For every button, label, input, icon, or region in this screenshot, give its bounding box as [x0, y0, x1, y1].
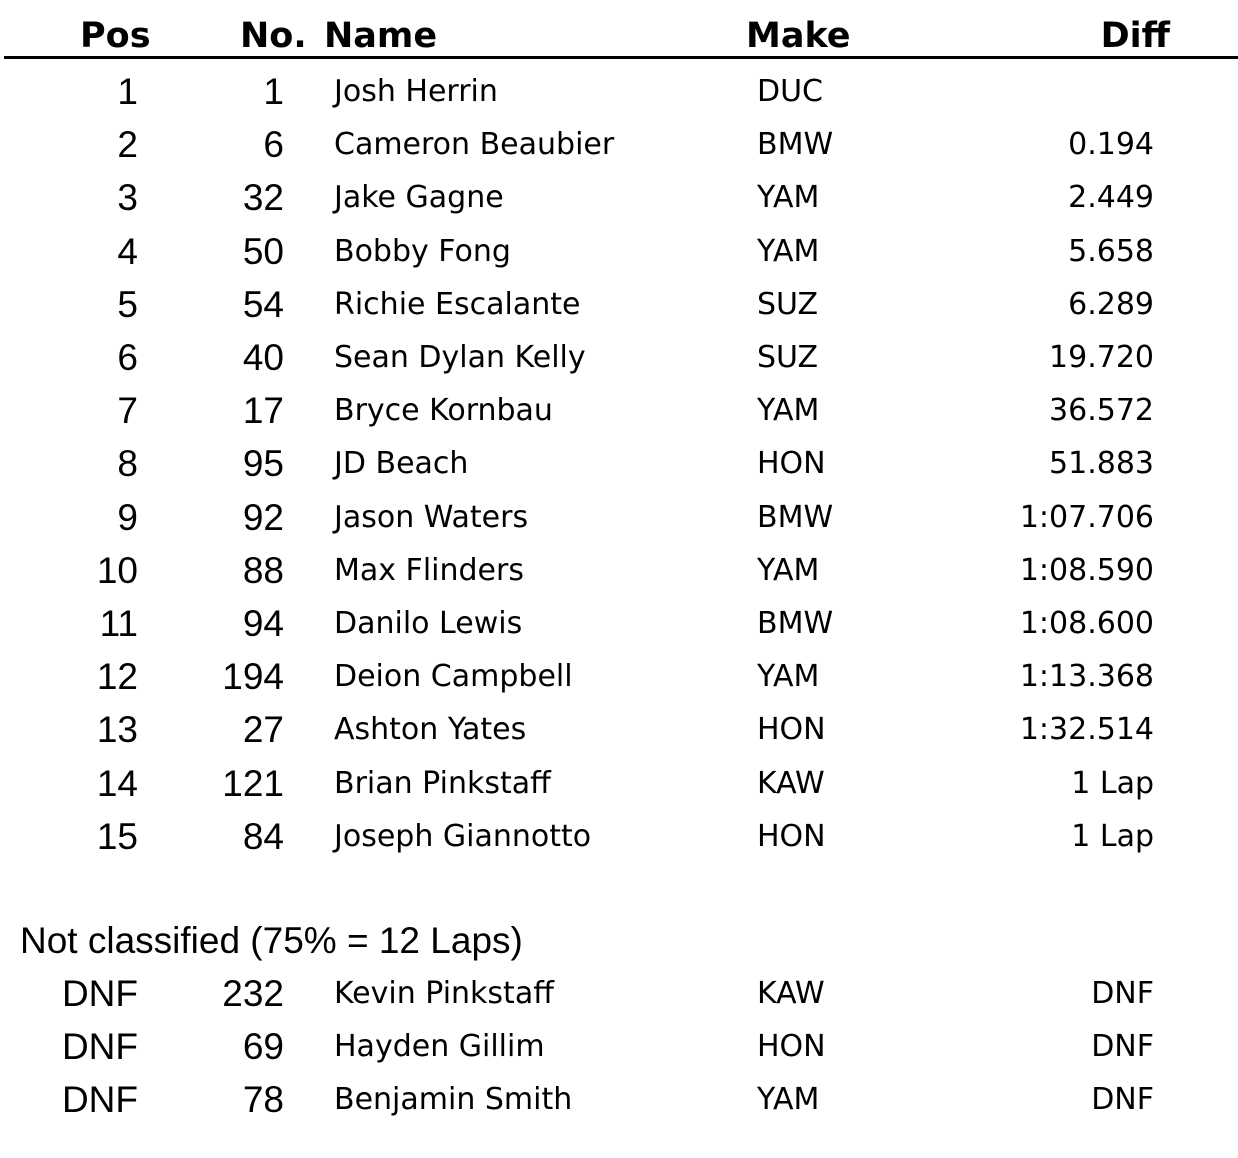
header-pos: Pos: [80, 16, 151, 56]
cell-name: Kevin Pinkstaff: [334, 976, 554, 1011]
cell-no: 84: [242, 816, 284, 857]
table-row: [0, 331, 1238, 384]
cell-make: BMW: [757, 127, 834, 162]
cell-name: Josh Herrin: [334, 74, 498, 109]
cell-diff: 51.883: [1049, 446, 1154, 481]
cell-no: 232: [222, 973, 284, 1014]
results-table-header: [0, 0, 1238, 60]
header-name: Name: [324, 16, 438, 56]
header-make: Make: [746, 16, 851, 56]
table-row: [0, 757, 1238, 810]
cell-pos: 5: [117, 284, 138, 325]
cell-pos: 8: [117, 443, 138, 484]
cell-name: Jason Waters: [334, 500, 529, 535]
cell-name: Max Flinders: [334, 553, 524, 588]
table-row: [0, 967, 1238, 1020]
cell-pos: 10: [96, 550, 138, 591]
cell-make: KAW: [757, 976, 825, 1011]
cell-make: YAM: [757, 234, 820, 269]
cell-pos: 11: [99, 603, 138, 644]
cell-name: Hayden Gillim: [334, 1029, 545, 1064]
cell-make: HON: [757, 819, 826, 854]
cell-no: 27: [242, 709, 284, 750]
cell-make: YAM: [757, 180, 820, 215]
cell-pos: 13: [96, 709, 138, 750]
table-row: [0, 171, 1238, 224]
cell-no: 121: [222, 763, 284, 804]
cell-diff: 1 Lap: [1071, 766, 1154, 801]
cell-no: 95: [242, 443, 284, 484]
cell-pos: 1: [117, 71, 138, 112]
cell-make: HON: [757, 446, 826, 481]
cell-no: 92: [242, 497, 284, 538]
cell-make: YAM: [757, 393, 820, 428]
table-row: [0, 597, 1238, 650]
cell-name: Danilo Lewis: [334, 606, 523, 641]
table-row: [0, 1073, 1238, 1126]
cell-no: 94: [242, 603, 284, 644]
cell-no: 54: [242, 284, 284, 325]
table-row: [0, 437, 1238, 490]
cell-make: DUC: [757, 74, 824, 109]
cell-pos: 3: [117, 177, 138, 218]
cell-pos: 4: [117, 231, 138, 272]
cell-diff: DNF: [1091, 1082, 1154, 1117]
cell-diff: DNF: [1091, 1029, 1154, 1064]
cell-diff: 1 Lap: [1071, 819, 1154, 854]
cell-pos: 14: [96, 763, 138, 804]
cell-diff: 1:07.706: [1019, 500, 1154, 535]
table-row: [0, 65, 1238, 118]
cell-make: SUZ: [757, 287, 819, 322]
cell-name: JD Beach: [334, 446, 469, 481]
cell-make: SUZ: [757, 340, 819, 375]
cell-diff: 19.720: [1049, 340, 1154, 375]
cell-make: YAM: [757, 1082, 820, 1117]
cell-name: Bobby Fong: [334, 234, 511, 269]
cell-pos: 9: [117, 497, 138, 538]
cell-diff: 2.449: [1068, 180, 1154, 215]
cell-diff: 6.289: [1068, 287, 1154, 322]
cell-diff: 36.572: [1049, 393, 1154, 428]
cell-name: Bryce Kornbau: [334, 393, 553, 428]
cell-no: 78: [242, 1079, 284, 1120]
cell-pos: 6: [117, 337, 138, 378]
table-row: [0, 278, 1238, 331]
cell-diff: DNF: [1091, 976, 1154, 1011]
cell-make: HON: [757, 712, 826, 747]
cell-no: 194: [222, 656, 284, 697]
cell-make: YAM: [757, 553, 820, 588]
table-row: [0, 1020, 1238, 1073]
table-row: [0, 491, 1238, 544]
table-row: [0, 118, 1238, 171]
cell-make: BMW: [757, 500, 834, 535]
cell-make: KAW: [757, 766, 825, 801]
header-no: No.: [240, 16, 307, 56]
cell-name: Benjamin Smith: [334, 1082, 573, 1117]
cell-name: Jake Gagne: [334, 180, 504, 215]
cell-no: 50: [242, 231, 284, 272]
table-row: [0, 650, 1238, 703]
cell-pos: DNF: [61, 1079, 138, 1120]
cell-no: 32: [242, 177, 284, 218]
table-row: [0, 544, 1238, 597]
header-diff: Diff: [1100, 16, 1170, 56]
cell-pos: 12: [96, 656, 138, 697]
cell-no: 69: [242, 1026, 284, 1067]
cell-diff: 1:08.590: [1019, 553, 1154, 588]
cell-name: Joseph Giannotto: [334, 819, 592, 854]
cell-name: Cameron Beaubier: [334, 127, 615, 162]
cell-name: Ashton Yates: [334, 712, 527, 747]
cell-no: 40: [242, 337, 284, 378]
cell-name: Deion Campbell: [334, 659, 573, 694]
cell-diff: 5.658: [1068, 234, 1154, 269]
table-row: [0, 703, 1238, 756]
not-classified-title: Not classified (75% = 12 Laps): [20, 920, 523, 961]
table-row: [0, 225, 1238, 278]
cell-make: YAM: [757, 659, 820, 694]
cell-make: HON: [757, 1029, 826, 1064]
cell-pos: DNF: [61, 973, 138, 1014]
table-row: [0, 810, 1238, 863]
cell-diff: 1:08.600: [1019, 606, 1154, 641]
cell-make: BMW: [757, 606, 834, 641]
cell-pos: 15: [96, 816, 138, 857]
header-divider: [4, 56, 1238, 59]
cell-name: Brian Pinkstaff: [334, 766, 551, 801]
cell-pos: 7: [117, 390, 138, 431]
cell-name: Richie Escalante: [334, 287, 581, 322]
cell-no: 17: [242, 390, 284, 431]
cell-diff: 1:32.514: [1019, 712, 1154, 747]
cell-pos: 2: [117, 124, 138, 165]
cell-no: 88: [242, 550, 284, 591]
cell-diff: 1:13.368: [1019, 659, 1154, 694]
cell-diff: 0.194: [1068, 127, 1154, 162]
cell-no: 6: [263, 124, 284, 165]
cell-pos: DNF: [61, 1026, 138, 1067]
cell-name: Sean Dylan Kelly: [334, 340, 586, 375]
table-row: [0, 384, 1238, 437]
cell-no: 1: [263, 71, 284, 112]
